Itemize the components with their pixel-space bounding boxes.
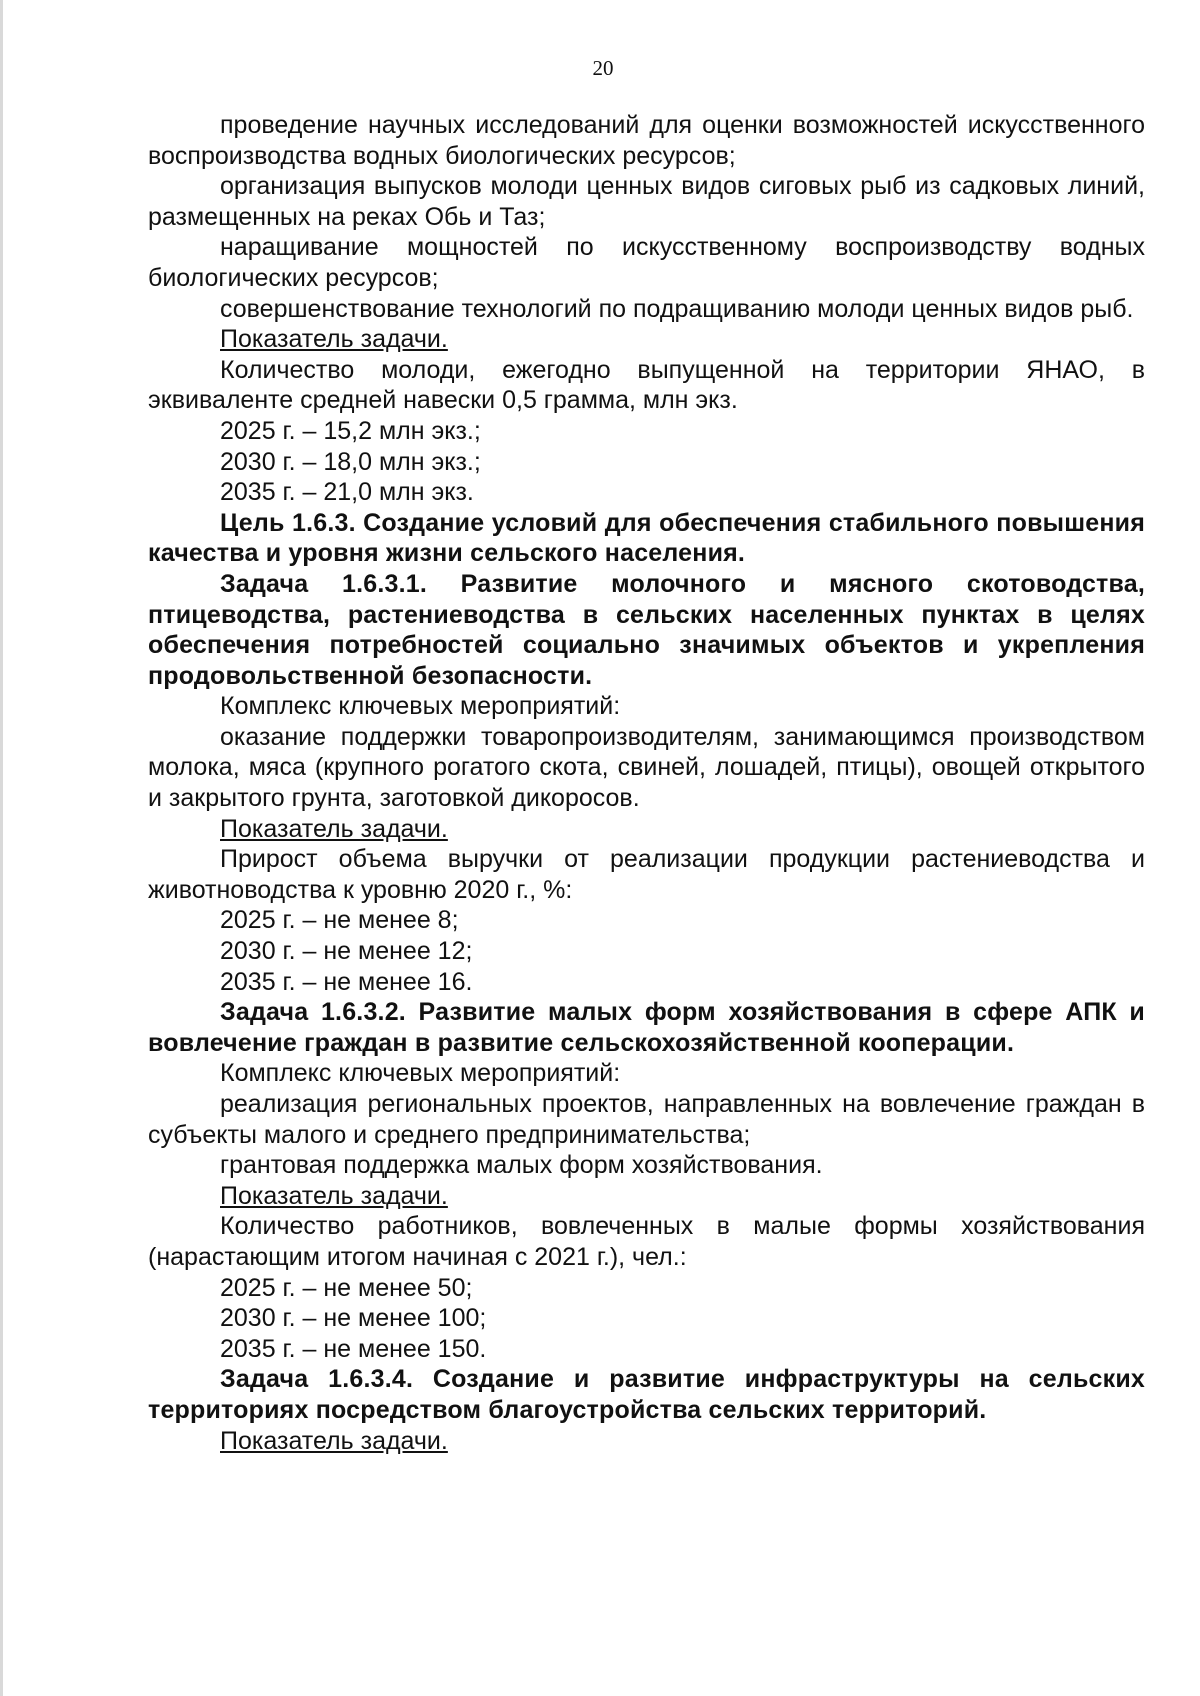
measures-heading: Комплекс ключевых мероприятий: — [220, 692, 621, 721]
paragraph-research: проведение научных исследований для оценки возможностей искусственного воспроизводства водных биологических ресурсов; — [148, 111, 1145, 170]
list-item: 2035 г. – не менее 150. — [220, 1334, 487, 1363]
indicator-heading: Показатель задачи. — [220, 814, 448, 843]
paragraph-revenue: Прирост объема выручки от реализации продукции растениеводства и животноводства к уровню 2020 г., %: — [148, 845, 1145, 904]
list-item: 2035 г. – не менее 16. — [220, 967, 473, 996]
list-item: 2030 г. – 18,0 млн экз.; — [220, 447, 481, 476]
task-heading: Задача 1.6.3.4. Создание и развитие инфраструктуры на сельских территориях посредством благоустройства сельских территорий. — [148, 1365, 1145, 1424]
list-item: 2025 г. – не менее 8; — [220, 906, 459, 935]
paragraph-capacity: наращивание мощностей по искусственному воспроизводству водных биологических ресурсов; — [148, 233, 1145, 292]
measures-heading: Комплекс ключевых мероприятий: — [220, 1059, 621, 1088]
list-item: 2030 г. – не менее 12; — [220, 937, 473, 966]
list-item: 2035 г. – 21,0 млн экз. — [220, 478, 474, 507]
paragraph-grants: грантовая поддержка малых форм хозяйствования. — [220, 1151, 823, 1180]
task-heading: Задача 1.6.3.2. Развитие малых форм хозяйствования в сфере АПК и вовлечение граждан в развитие сельскохозяйственной кооперации. — [148, 998, 1145, 1057]
list-item: 2030 г. – не менее 100; — [220, 1304, 487, 1333]
goal-heading: Цель 1.6.3. Создание условий для обеспечения стабильного повышения качества и уровня жизни сельского населения. — [148, 508, 1145, 568]
paragraph-support: оказание поддержки товаропроизводителям, занимающимся производством молока, мяса (крупного рогатого скота, свиней, лошадей, птицы), овощей открытого и закрытого грунта, заготовкой дикоросов. — [148, 722, 1145, 813]
paragraph-workers: Количество работников, вовлеченных в малые формы хозяйствования (нарастающим итогом начиная с 2021 г.), чел.: — [148, 1212, 1145, 1271]
document-body — [148, 110, 1145, 1456]
list-item: 2025 г. – не менее 50; — [220, 1273, 473, 1302]
paragraph-technology: совершенствование технологий по подращиванию молоди ценных видов рыб. — [220, 294, 1134, 323]
indicator-heading: Показатель задачи. — [220, 1181, 448, 1210]
paragraph-fry-count: Количество молоди, ежегодно выпущенной на территории ЯНАО, в эквиваленте средней навески 0,5 грамма, млн экз. — [148, 355, 1145, 415]
task-heading: Задача 1.6.3.1. Развитие молочного и мясного скотоводства, птицеводства, растениеводства в сельских населенных пунктах в целях обеспечения потребностей социально значимых объектов и укрепления продовольственной безопасности. — [148, 569, 1145, 690]
indicator-heading: Показатель задачи. — [220, 325, 448, 354]
indicator-heading: Показатель задачи. — [220, 1426, 448, 1455]
paragraph-fish-release: организация выпусков молоди ценных видов сиговых рыб из садковых линий, размещенных на реках Обь и Таз; — [148, 172, 1145, 231]
page-number: 20 — [592, 56, 614, 80]
list-item: 2025 г. – 15,2 млн экз.; — [220, 416, 481, 445]
paragraph-regional-projects: реализация региональных проектов, направленных на вовлечение граждан в субъекты малого и среднего предпринимательства; — [148, 1090, 1145, 1149]
